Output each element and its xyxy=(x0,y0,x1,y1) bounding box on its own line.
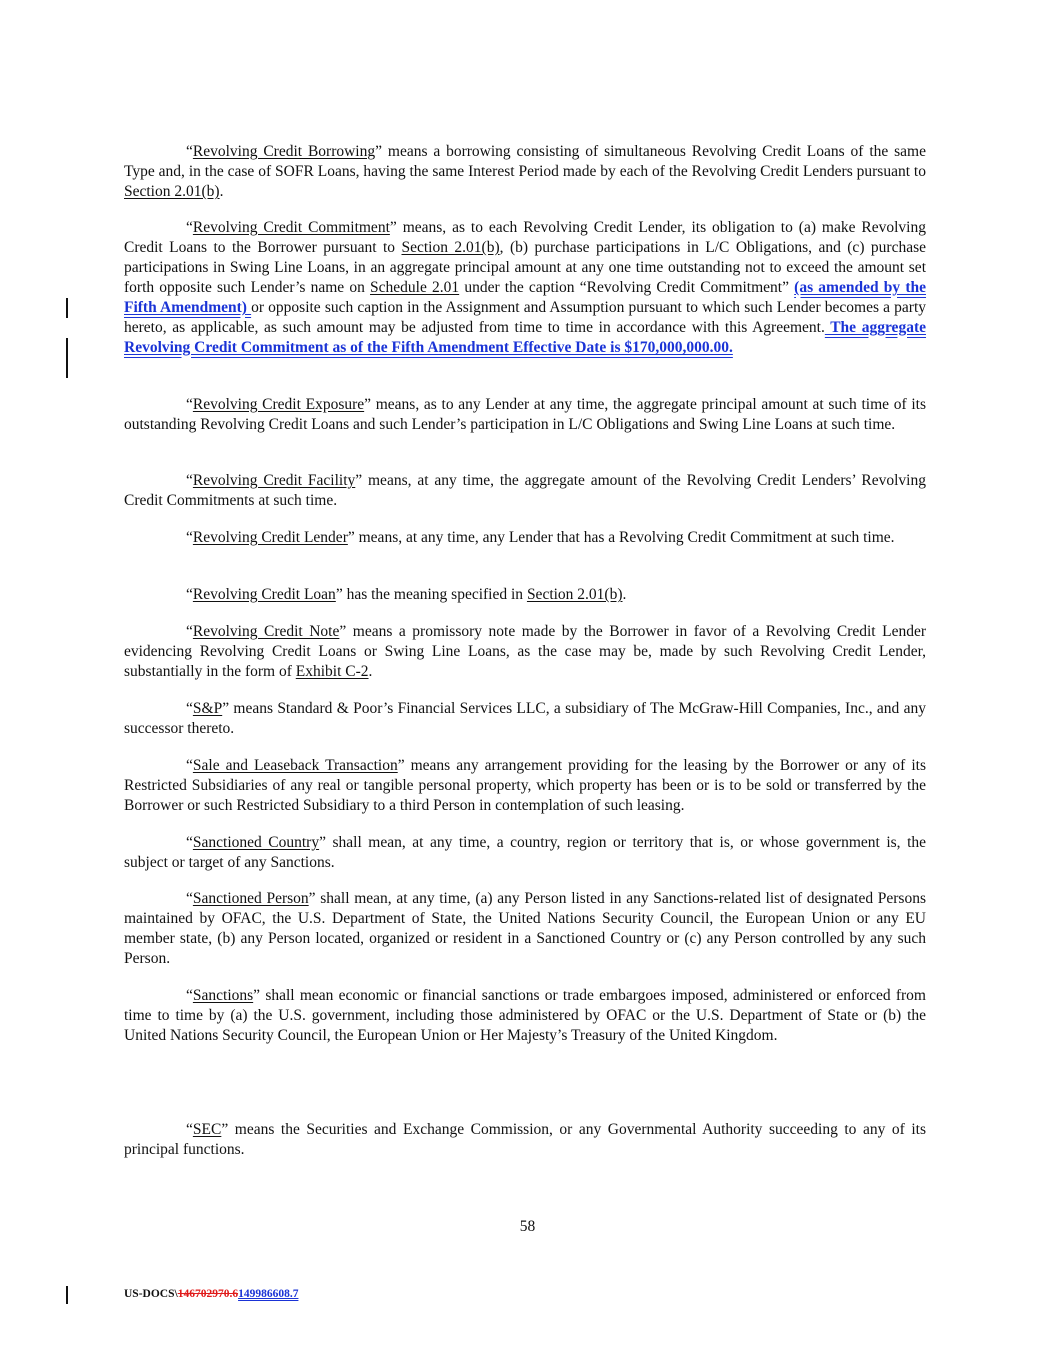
defined-term: Revolving Credit Exposure xyxy=(192,396,365,413)
definition-s-and-p: “S&P” means Standard & Poor’s Financial Services LLC, a subsidiary of The McGraw-Hill Companies, Inc., and any successor thereto. xyxy=(124,700,926,737)
section-reference: Section 2.01(b) xyxy=(401,239,500,256)
inserted-text: The aggregate Revolving Credit Commitment as of the Fifth Amendment Effective Date is $170,000,000.00. xyxy=(124,319,926,356)
defined-term: S&P xyxy=(192,700,223,717)
defined-term: Sanctions xyxy=(192,987,254,1004)
definition-revolving-credit-facility: “Revolving Credit Facility” means, at any time, the aggregate amount of the Revolving Credit Lenders’ Revolving Credit Commitments at such time. xyxy=(124,472,926,509)
change-bar xyxy=(66,298,68,318)
change-bar xyxy=(66,1286,68,1304)
definition-sanctioned-person: “Sanctioned Person” shall mean, at any time, (a) any Person listed in any Sanctions-related list of designated Persons maintained by OFAC, the U.S. Department of State, the United Nations Security Council, the European Union or any EU member state, (b) any Person located, organized or resident in a Sanctioned Country or (c) any Person controlled by any such Person. xyxy=(124,890,926,967)
definition-sanctions: “Sanctions” shall mean economic or financial sanctions or trade embargoes imposed, administered or enforced from time to time by (a) the U.S. government, including those administered by OFAC or the U.S. Department of State or (b) the United Nations Security Council, the European Union or Her Majesty’s Treasury of the United Kingdom. xyxy=(124,987,926,1044)
schedule-reference: Schedule 2.01 xyxy=(370,279,460,296)
change-bar xyxy=(66,338,68,378)
definition-revolving-credit-note: “Revolving Credit Note” means a promissory note made by the Borrower in favor of a Revolving Credit Lender evidencing Revolving Credit Loans or Swing Line Loans, as the case may be, made by such Revolving Credit Lender, substantially in the form of Exhibit C-2. xyxy=(124,623,927,680)
defined-term: Revolving Credit Lender xyxy=(192,529,348,546)
defined-term: Revolving Credit Loan xyxy=(192,586,336,603)
definition-revolving-credit-commitment: “Revolving Credit Commitment” means, as to each Revolving Credit Lender, its obligation to (a) make Revolving Credit Loans to the Borrower pursuant to Section 2.01(b), (b) purchase participations in L/C Obligations, and (c) purchase participations in Swing Line Loans, in an aggregate principal amount at any one time outstanding not to exceed the amount set forth opposite such Lender’s name on Schedule 2.01 under the caption “Revolving Credit Commitment” (as amended by the Fifth Amendment) or opposite such caption in the Assignment and Assumption pursuant to which such Lender becomes a party hereto, as applicable, as such amount may be adjusted from time to time in accordance with this Agreement. The aggregate Revolving Credit Commitment as of the Fifth Amendment Effective Date is $170,000,000.00. xyxy=(124,219,927,356)
defined-term: SEC xyxy=(192,1121,222,1138)
exhibit-reference: Exhibit C-2 xyxy=(295,663,369,680)
definition-revolving-credit-lender: “Revolving Credit Lender” means, at any time, any Lender that has a Revolving Credit Commitment at such time. xyxy=(186,529,895,546)
definition-revolving-credit-exposure: “Revolving Credit Exposure” means, as to any Lender at any time, the aggregate principal amount at such time of its outstanding Revolving Credit Loans and such Lender’s participation in L/C Obligations and Swing Line Loans at such time. xyxy=(124,396,926,433)
definition-revolving-credit-loan: “Revolving Credit Loan” has the meaning specified in Section 2.01(b). xyxy=(186,586,627,603)
definition-sec: “SEC” means the Securities and Exchange Commission, or any Governmental Authority succeeding to any of its principal functions. xyxy=(124,1121,926,1158)
inserted-text: (as amended by the Fifth Amendment) xyxy=(124,279,926,316)
definition-sanctioned-country: “Sanctioned Country” shall mean, at any time, a country, region or territory that is, or whose government is, the subject or target of any Sanctions. xyxy=(124,834,926,871)
defined-term: Sanctioned Person xyxy=(192,890,309,907)
section-reference: Section 2.01(b) xyxy=(124,183,220,200)
defined-term: Sale and Leaseback Transaction xyxy=(192,757,398,774)
definition-revolving-credit-borrowing: “Revolving Credit Borrowing” means a borrowing consisting of simultaneous Revolving Credit Loans of the same Type and, in the case of SOFR Loans, having the same Interest Period made by each of the Revolving Credit Lenders pursuant to Section 2.01(b). xyxy=(124,143,926,200)
inserted-text: 149986608.7 xyxy=(238,1288,299,1300)
defined-term: Revolving Credit Note xyxy=(192,623,340,640)
defined-term: Revolving Credit Borrowing xyxy=(192,143,376,160)
deleted-text: 146702970.6 xyxy=(177,1288,239,1300)
document-footer-id: US-DOCS\146702970.6149986608.7 xyxy=(124,1288,299,1300)
defined-term: Revolving Credit Commitment xyxy=(192,219,390,236)
defined-term: Revolving Credit Facility xyxy=(192,472,356,489)
section-reference: Section 2.01(b) xyxy=(526,586,623,603)
definition-sale-and-leaseback: “Sale and Leaseback Transaction” means any arrangement providing for the leasing by the Borrower or any of its Restricted Subsidiaries of any real or tangible personal property, which property has been or is to be sold or transferred by the Borrower or such Restricted Subsidiary to a third Person in contemplation of such leasing. xyxy=(124,757,926,814)
defined-term: Sanctioned Country xyxy=(192,834,320,851)
page-number: 58 xyxy=(519,1218,536,1235)
